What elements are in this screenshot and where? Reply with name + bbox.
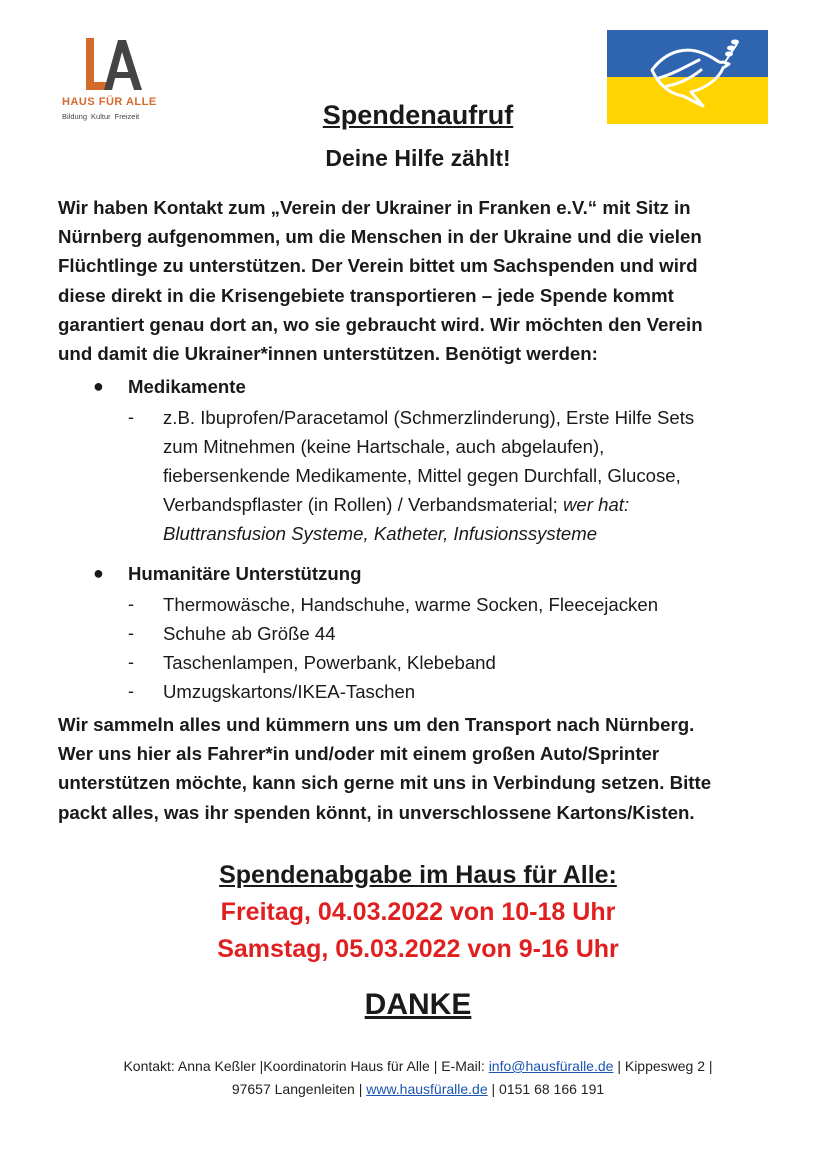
thanks-heading: DANKE: [364, 988, 472, 1021]
list-item-italic: wer hat:: [562, 494, 630, 515]
list-item: [163, 490, 629, 519]
footer-city-text: 97657 Langenleiten |: [231, 1081, 367, 1097]
intro-line: und damit die Ukrainer*innen unterstützen. Benötigt werden:: [58, 343, 598, 365]
footer-contact-line: [0, 1058, 826, 1074]
list-item: Schuhe ab Größe 44: [163, 623, 336, 644]
logo-tag-kultur: Kultur: [91, 112, 111, 121]
dash-icon: -: [128, 407, 134, 427]
dash-icon: -: [128, 681, 134, 701]
list-item: Umzugskartons/IKEA-Taschen: [163, 681, 416, 702]
outro-paragraph: [58, 710, 798, 827]
email-link[interactable]: info@hausfüralle.de: [488, 1058, 614, 1074]
outro-line: unterstützen möchte, kann sich gerne mit uns in Verbindung setzen. Bitte: [58, 772, 712, 794]
list-item: Taschenlampen, Powerbank, Klebeband: [163, 652, 496, 673]
list-item: z.B. Ibuprofen/Paracetamol (Schmerzlinderung), Erste Hilfe Sets: [163, 407, 695, 428]
list-item-text: Verbandspflaster (in Rollen) / Verbandsmaterial;: [163, 494, 558, 515]
intro-paragraph: [58, 193, 788, 368]
section-heading-humanitaer: Humanitäre Unterstützung: [128, 563, 362, 584]
la-logo-mark-icon: [84, 36, 146, 94]
intro-line: Flüchtlinge zu unterstützen. Der Verein bittet um Sachspenden und wird: [58, 255, 698, 277]
footer-phone-text: | 0151 68 166 191: [487, 1081, 605, 1097]
logo-tag-freizeit: Freizeit: [114, 112, 140, 121]
dash-icon: -: [128, 652, 134, 672]
intro-line: Nürnberg aufgenommen, um die Menschen in der Ukraine und die vielen: [58, 226, 702, 248]
dropoff-date-saturday: Samstag, 05.03.2022 von 9-16 Uhr: [217, 935, 619, 963]
list-item: Thermowäsche, Handschuhe, warme Socken, Fleecejacken: [163, 594, 659, 615]
intro-line: diese direkt in die Krisengebiete transportieren – jede Spende kommt: [58, 284, 674, 306]
bullet-icon: ●: [93, 563, 104, 583]
footer-address-text: | Kippesweg 2 |: [613, 1058, 713, 1074]
dash-icon: -: [128, 594, 134, 614]
page-title: Spendenaufruf: [322, 100, 514, 130]
dropoff-heading: Spendenabgabe im Haus für Alle:: [219, 861, 617, 889]
footer-address-line: [0, 1081, 826, 1097]
page-subtitle: Deine Hilfe zählt!: [325, 145, 511, 171]
list-item: zum Mitnehmen (keine Hartschale, auch abgelaufen),: [163, 436, 605, 457]
logo-tag-bildung: Bildung: [62, 112, 88, 121]
list-item-italic: Bluttransfusion Systeme, Katheter, Infusionssysteme: [163, 523, 598, 544]
logo-name: HAUS FÜR ALLE: [62, 96, 157, 108]
outro-line: Wir sammeln alles und kümmern uns um den Transport nach Nürnberg.: [58, 714, 695, 735]
outro-line: Wer uns hier als Fahrer*in und/oder mit einem großen Auto/Sprinter: [58, 743, 660, 765]
intro-line: Wir haben Kontakt zum „Verein der Ukrainer in Franken e.V.“ mit Sitz in: [58, 197, 691, 218]
section-heading-medikamente: Medikamente: [128, 376, 246, 397]
intro-line: garantiert genau dort an, wo sie gebraucht wird. Wir möchten den Verein: [58, 313, 703, 335]
dash-icon: -: [128, 623, 134, 643]
list-item: fiebersenkende Medikamente, Mittel gegen Durchfall, Glucose,: [163, 465, 681, 486]
bullet-icon: ●: [93, 376, 104, 396]
dropoff-date-friday: Freitag, 04.03.2022 von 10-18 Uhr: [220, 898, 616, 926]
website-link[interactable]: www.hausfüralle.de: [366, 1081, 488, 1097]
footer-contact-text: Kontakt: Anna Keßler |Koordinatorin Haus für Alle | E-Mail:: [123, 1058, 489, 1074]
outro-line: packt alles, was ihr spenden könnt, in unverschlossene Kartons/Kisten.: [58, 801, 695, 823]
